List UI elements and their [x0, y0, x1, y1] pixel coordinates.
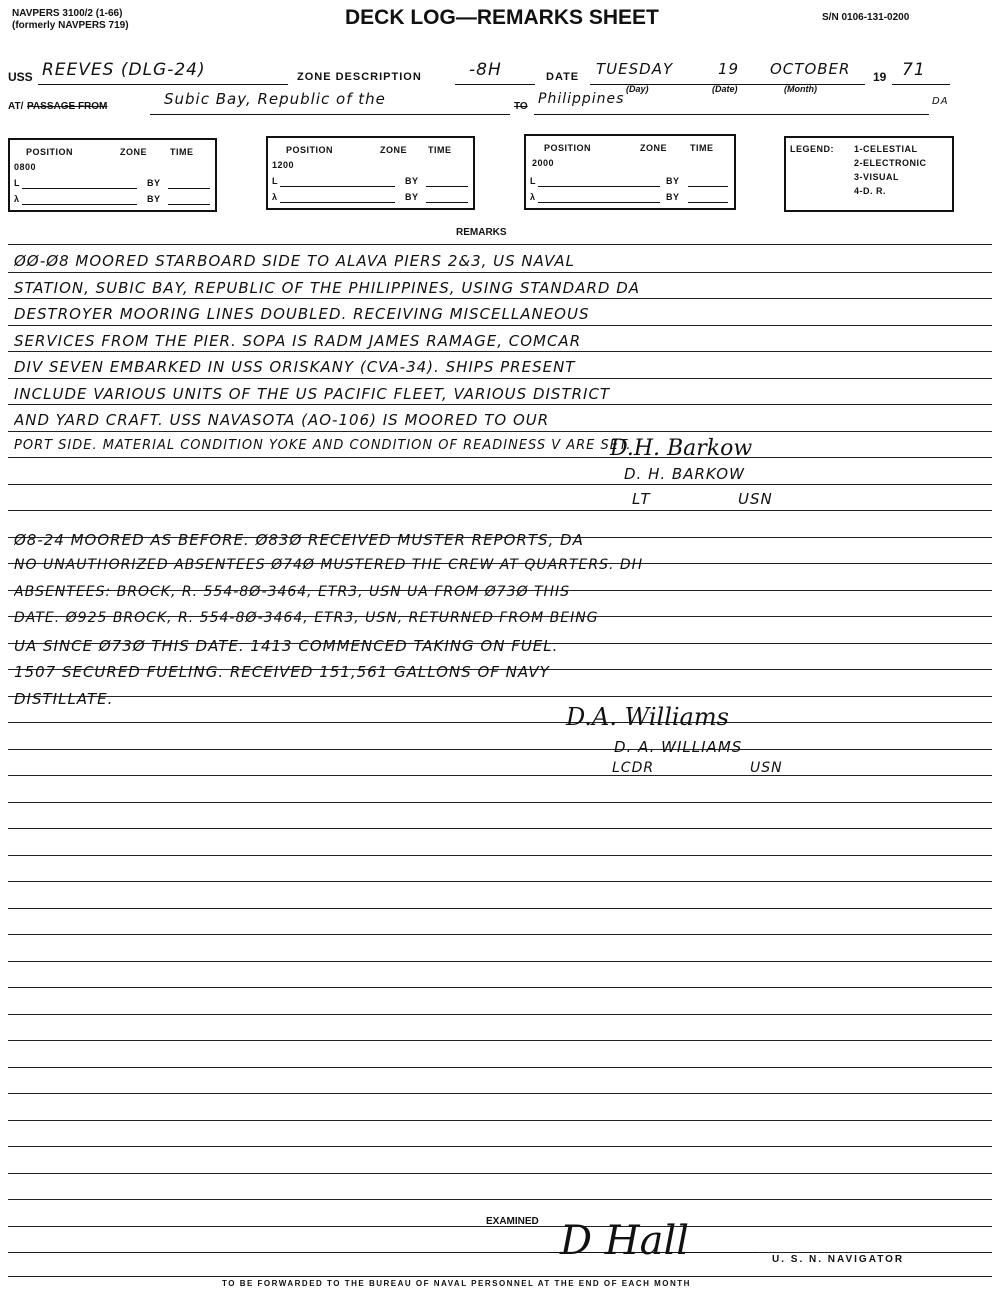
position-time: 1200	[272, 160, 295, 170]
position-box-1200	[266, 136, 475, 210]
forwarding-note: TO BE FORWARDED TO THE BUREAU OF NAVAL PERSONNEL AT THE END OF EACH MONTH	[222, 1279, 691, 1288]
legend-label: LEGEND:	[790, 144, 834, 154]
longitude-label: λ	[272, 192, 278, 202]
remark-line: ØØ-Ø8 MOORED STARBOARD SIDE TO ALAVA PIERS 2&3, US NAVAL	[14, 252, 576, 270]
latitude-by-field[interactable]	[688, 178, 728, 187]
remark-line: STATION, SUBIC BAY, REPUBLIC OF THE PHILIPPINES, USING STANDARD DA	[14, 279, 641, 297]
remark-line: UA SINCE Ø73Ø THIS DATE. 1413 COMMENCED TAKING ON FUEL.	[14, 637, 559, 655]
signer-rank-barkow: LT	[632, 490, 651, 508]
remark-line: INCLUDE VARIOUS UNITS OF THE US PACIFIC FLEET, VARIOUS DISTRICT	[14, 385, 611, 403]
remark-line: ABSENTEES: BROCK, R. 554-8Ø-3464, ETR3, USN UA FROM Ø73Ø THIS	[14, 584, 571, 600]
form-former-id: (formerly NAVPERS 719)	[12, 20, 129, 31]
position-time: 0800	[14, 162, 37, 172]
date-field[interactable]	[590, 60, 865, 85]
stock-number: S/N 0106-131-0200	[822, 12, 910, 23]
signature-barkow: D.H. Barkow	[610, 436, 753, 461]
longitude-by-field[interactable]	[426, 194, 468, 203]
remark-line: NO UNAUTHORIZED ABSENTEES Ø74Ø MUSTERED THE CREW AT QUARTERS. DH	[14, 557, 644, 573]
legend-item: 4-D. R.	[854, 186, 887, 196]
legend-item: 1-CELESTIAL	[854, 144, 918, 154]
signer-rank-williams: LCDR	[612, 760, 655, 776]
latitude-by-field[interactable]	[426, 178, 468, 187]
latitude-label: L	[14, 178, 20, 188]
latitude-label: L	[272, 176, 278, 186]
longitude-label: λ	[530, 192, 536, 202]
longitude-field[interactable]	[22, 196, 137, 205]
remark-line: PORT SIDE. MATERIAL CONDITION YOKE AND CONDITION OF READINESS V ARE SET.	[14, 438, 632, 453]
year-prefix: 19	[873, 70, 887, 84]
by-label: BY	[405, 176, 419, 186]
signer-service-williams: USN	[750, 760, 783, 776]
zone-header: ZONE	[380, 145, 408, 155]
longitude-by-field[interactable]	[688, 194, 728, 203]
legend-item: 2-ELECTRONIC	[854, 158, 927, 168]
ship-field[interactable]	[38, 60, 288, 85]
by-label: BY	[147, 178, 161, 188]
latitude-field[interactable]	[22, 180, 137, 189]
date-value: 19	[718, 60, 740, 78]
position-box-0800	[8, 138, 217, 212]
uss-label: USS	[8, 70, 33, 84]
at-label: AT/	[8, 101, 24, 112]
to-field[interactable]	[534, 91, 929, 115]
remark-line: 1507 SECURED FUELING. RECEIVED 151,561 GALLONS OF NAVY	[14, 663, 550, 681]
initials-mark: DA	[932, 96, 949, 107]
signer-service-barkow: USN	[738, 490, 773, 508]
longitude-label: λ	[14, 194, 20, 204]
month-value: OCTOBER	[770, 60, 851, 78]
time-header: TIME	[170, 147, 194, 157]
examiner-signature: D Hall	[560, 1218, 690, 1264]
zone-header: ZONE	[120, 147, 148, 157]
page-title: DECK LOG—REMARKS SHEET	[345, 6, 659, 29]
latitude-label: L	[530, 176, 536, 186]
longitude-field[interactable]	[280, 194, 395, 203]
zone-header: ZONE	[640, 143, 668, 153]
day-value: TUESDAY	[596, 60, 674, 78]
by-label: BY	[405, 192, 419, 202]
latitude-field[interactable]	[280, 178, 395, 187]
position-box-2000	[524, 134, 736, 210]
date-sublabel: (Date)	[712, 84, 738, 94]
remark-line: AND YARD CRAFT. USS NAVASOTA (AO-106) IS MOORED TO OUR	[14, 411, 550, 429]
from-field[interactable]	[150, 90, 510, 115]
remark-line: Ø8-24 MOORED AS BEFORE. Ø83Ø RECEIVED MUSTER REPORTS, DA	[14, 531, 584, 549]
time-header: TIME	[690, 143, 714, 153]
day-sublabel: (Day)	[626, 84, 649, 94]
longitude-field[interactable]	[538, 194, 660, 203]
signer-name-barkow: D. H. BARKOW	[624, 465, 745, 483]
position-header: POSITION	[544, 143, 592, 153]
ship-value: REEVES (DLG-24)	[42, 60, 206, 80]
month-sublabel: (Month)	[784, 84, 817, 94]
zone-value: -8H	[469, 60, 502, 80]
to-label: TO	[514, 101, 528, 112]
legend-box	[784, 136, 954, 212]
by-label: BY	[666, 176, 680, 186]
position-header: POSITION	[26, 147, 74, 157]
passage-from-label: PASSAGE FROM	[27, 101, 108, 112]
signature-williams: D.A. Williams	[566, 703, 729, 731]
remark-line: DISTILLATE.	[14, 690, 114, 708]
from-value: Subic Bay, Republic of the	[164, 90, 386, 108]
year-value: 71	[902, 60, 926, 80]
year-field[interactable]	[892, 60, 950, 85]
to-value: Philippines	[538, 91, 625, 107]
examined-label: EXAMINED	[486, 1216, 539, 1227]
zone-description-label: ZONE DESCRIPTION	[297, 71, 422, 83]
longitude-by-field[interactable]	[168, 196, 210, 205]
remark-line: DIV SEVEN EMBARKED IN USS ORISKANY (CVA-34). SHIPS PRESENT	[14, 358, 576, 376]
by-label: BY	[666, 192, 680, 202]
navigator-label: U. S. N. NAVIGATOR	[772, 1254, 905, 1265]
latitude-field[interactable]	[538, 178, 660, 187]
legend-item: 3-VISUAL	[854, 172, 900, 182]
form-id: NAVPERS 3100/2 (1-66)	[12, 8, 123, 19]
remarks-label: REMARKS	[456, 227, 507, 238]
signer-name-williams: D. A. WILLIAMS	[614, 738, 743, 756]
date-label: DATE	[546, 71, 580, 83]
position-time: 2000	[532, 158, 555, 168]
latitude-by-field[interactable]	[168, 180, 210, 189]
examiner-field[interactable]	[548, 1244, 758, 1253]
remark-line: DESTROYER MOORING LINES DOUBLED. RECEIVING MISCELLANEOUS	[14, 305, 590, 323]
remark-line: DATE. Ø925 BROCK, R. 554-8Ø-3464, ETR3, USN, RETURNED FROM BEING	[14, 610, 599, 626]
position-header: POSITION	[286, 145, 334, 155]
by-label: BY	[147, 194, 161, 204]
zone-field[interactable]	[455, 60, 535, 85]
remark-line: SERVICES FROM THE PIER. SOPA IS RADM JAMES RAMAGE, COMCAR	[14, 332, 582, 350]
time-header: TIME	[428, 145, 452, 155]
